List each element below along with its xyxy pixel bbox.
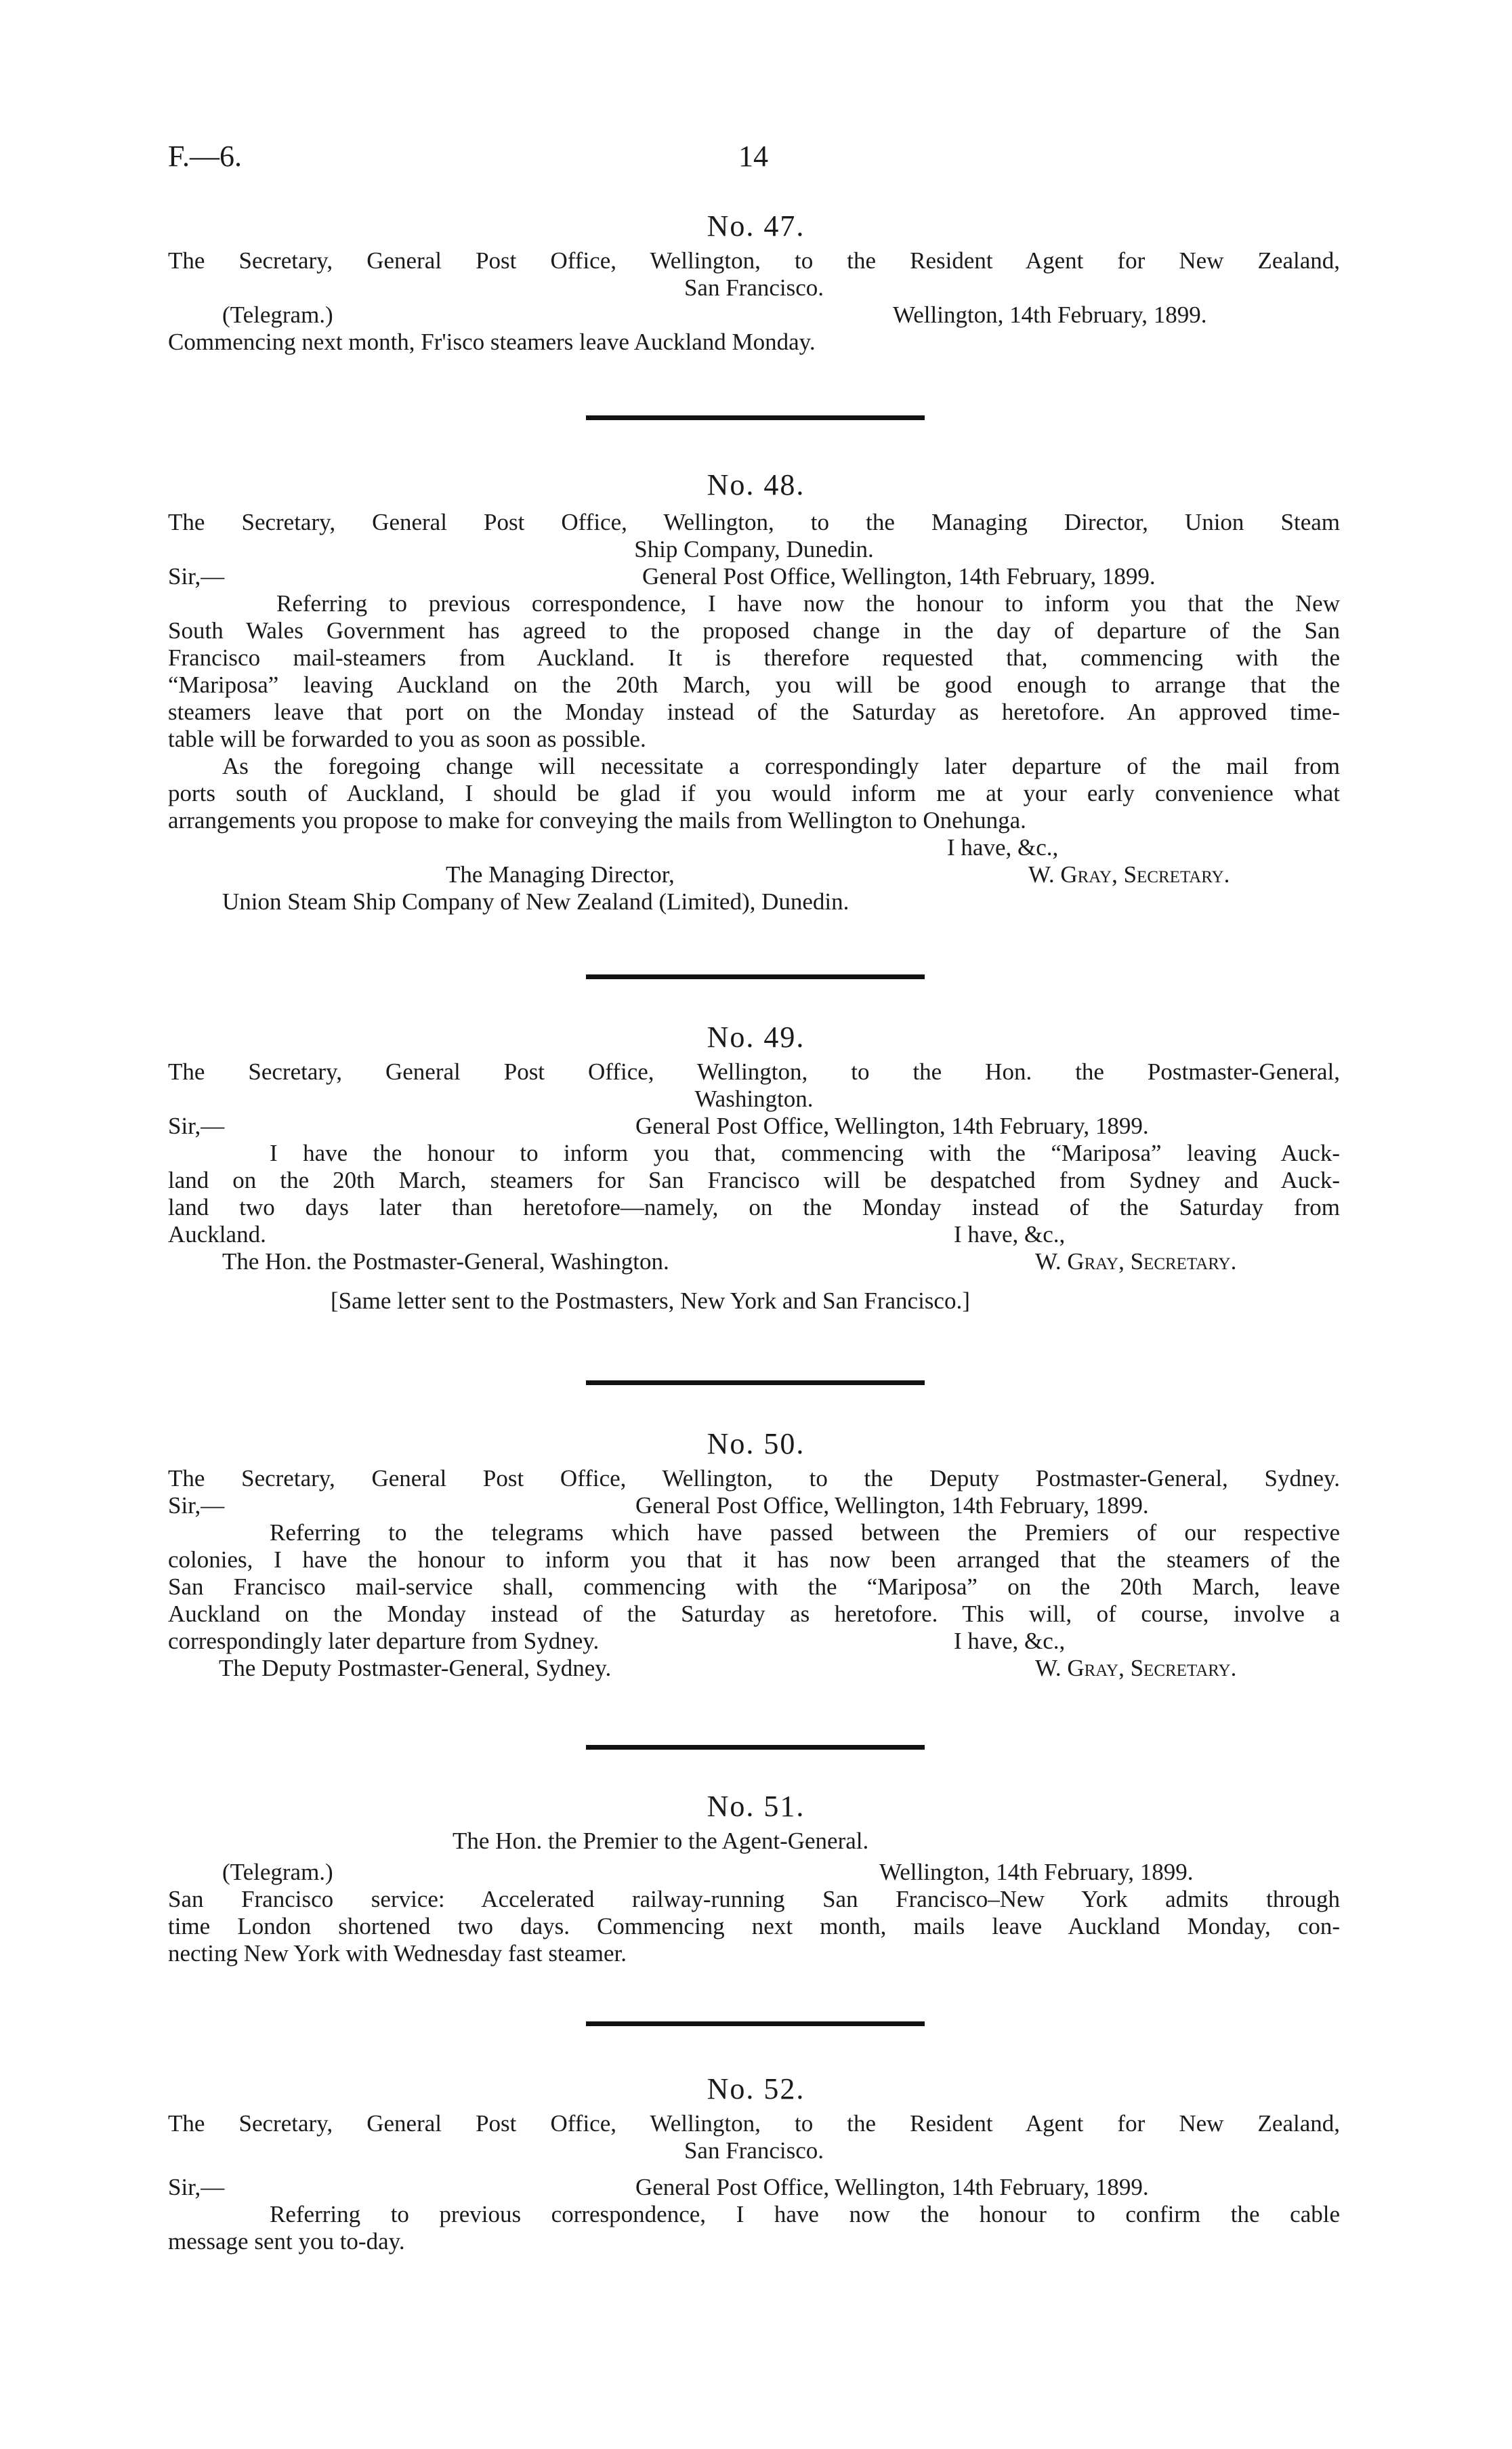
letter-heading: The Secretary, General Post Office, Wellington, to the Resident Agent for New Zealand, bbox=[168, 2110, 1340, 2137]
section-divider bbox=[586, 1380, 925, 1385]
letter-body: “Mariposa” leaving Auckland on the 20th March, you will be good enough to arrange that the bbox=[168, 672, 1340, 698]
letter-body: correspondingly later departure from Sydney. bbox=[168, 1628, 600, 1654]
letter-meta-right: General Post Office, Wellington, 14th February, 1899. bbox=[635, 1113, 1149, 1139]
letter-signature: W. Gray, Secretary. bbox=[1035, 1248, 1237, 1275]
letter-body: table will be forwarded to you as soon as possible. bbox=[168, 726, 646, 752]
letter-addressee: The Deputy Postmaster-General, Sydney. bbox=[219, 1655, 612, 1681]
letter-meta-right: Wellington, 14th February, 1899. bbox=[893, 302, 1207, 328]
letter-meta-left: (Telegram.) bbox=[222, 302, 333, 328]
letter-number: No. 48. bbox=[707, 468, 805, 501]
letter-51 bbox=[0, 1789, 1512, 1967]
letter-heading: The Secretary, General Post Office, Wellington, to the Managing Director, Union Steam bbox=[168, 509, 1340, 535]
letter-meta-right: General Post Office, Wellington, 14th February, 1899. bbox=[635, 2174, 1149, 2200]
section-divider bbox=[586, 974, 925, 979]
letter-closing: I have, &c., bbox=[954, 1221, 1066, 1248]
letter-meta-right: General Post Office, Wellington, 14th February, 1899. bbox=[642, 563, 1156, 590]
letter-heading: Ship Company, Dunedin. bbox=[634, 536, 874, 562]
letter-body: steamers leave that port on the Monday instead of the Saturday as heretofore. An approved time- bbox=[168, 699, 1340, 725]
section-divider bbox=[586, 2021, 925, 2026]
letter-number: No. 51. bbox=[707, 1790, 805, 1823]
letter-body: Referring to the telegrams which have passed between the Premiers of our respective bbox=[270, 1519, 1340, 1546]
letter-47 bbox=[0, 209, 1512, 356]
letter-body: land two days later than heretofore—namely, on the Monday instead of the Saturday from bbox=[168, 1194, 1340, 1220]
letter-meta-right: Wellington, 14th February, 1899. bbox=[879, 1859, 1194, 1885]
letter-salutation: Sir,— bbox=[168, 1492, 225, 1519]
letter-body: Auckland on the Monday instead of the Saturday as heretofore. This will, of course, involve a bbox=[168, 1601, 1340, 1627]
letter-52 bbox=[0, 2072, 1512, 2255]
letter-48 bbox=[0, 468, 1512, 915]
letter-salutation: Sir,— bbox=[168, 563, 225, 590]
letter-meta-left: (Telegram.) bbox=[222, 1859, 333, 1885]
letter-body: arrangements you propose to make for conveying the mails from Wellington to Onehunga. bbox=[168, 807, 1026, 834]
letter-body: colonies, I have the honour to inform you that it has now been arranged that the steamers of the bbox=[168, 1546, 1340, 1573]
letter-heading: The Hon. the Premier to the Agent-General. bbox=[453, 1828, 869, 1854]
letter-addressee: Union Steam Ship Company of New Zealand (Limited), Dunedin. bbox=[222, 888, 849, 915]
letter-body: necting New York with Wednesday fast steamer. bbox=[168, 1940, 627, 1967]
page-reference: F.—6. bbox=[168, 140, 242, 173]
letter-salutation: Sir,— bbox=[168, 1113, 225, 1139]
section-divider bbox=[586, 1745, 925, 1750]
letter-addressee: The Hon. the Postmaster-General, Washington. bbox=[222, 1248, 669, 1275]
letter-body: Referring to previous correspondence, I have now the honour to confirm the cable bbox=[270, 2201, 1340, 2227]
letter-body: time London shortened two days. Commencing next month, mails leave Auckland Monday, con- bbox=[168, 1913, 1340, 1939]
letter-body: I have the honour to inform you that, commencing with the “Mariposa” leaving Auck- bbox=[270, 1140, 1340, 1166]
letter-signature: W. Gray, Secretary. bbox=[1035, 1655, 1237, 1681]
letter-heading: San Francisco. bbox=[684, 274, 824, 301]
letter-body: South Wales Government has agreed to the proposed change in the day of departure of the San bbox=[168, 617, 1340, 644]
section-divider bbox=[586, 415, 925, 420]
letter-body: message sent you to-day. bbox=[168, 2228, 405, 2255]
letter-body: Francisco mail-steamers from Auckland. It is therefore requested that, commencing with the bbox=[168, 644, 1340, 671]
letter-closing: I have, &c., bbox=[954, 1628, 1066, 1654]
letter-body: land on the 20th March, steamers for San Francisco will be despatched from Sydney and Auck- bbox=[168, 1167, 1340, 1193]
letter-number: No. 47. bbox=[707, 209, 805, 243]
letter-body: ports south of Auckland, I should be glad if you would inform me at your early convenience what bbox=[168, 780, 1340, 806]
letter-body: Auckland. bbox=[168, 1221, 266, 1248]
letter-heading: San Francisco. bbox=[684, 2137, 824, 2164]
letter-50 bbox=[0, 1426, 1512, 1682]
letter-heading: The Secretary, General Post Office, Wellington, to the Resident Agent for New Zealand, bbox=[168, 247, 1340, 274]
letter-body: Commencing next month, Fr'isco steamers leave Auckland Monday. bbox=[168, 329, 816, 355]
letter-body: San Francisco mail-service shall, commencing with the “Mariposa” on the 20th March, leave bbox=[168, 1573, 1340, 1600]
letter-note: [Same letter sent to the Postmasters, New York and San Francisco.] bbox=[331, 1288, 970, 1314]
letter-body: San Francisco service: Accelerated railway-running San Francisco–New York admits through bbox=[168, 1886, 1340, 1912]
letter-heading: The Secretary, General Post Office, Wellington, to the Deputy Postmaster-General, Sydney. bbox=[168, 1465, 1340, 1491]
letter-salutation: Sir,— bbox=[168, 2174, 225, 2200]
letter-heading: Washington. bbox=[694, 1086, 814, 1112]
letter-meta-right: General Post Office, Wellington, 14th February, 1899. bbox=[635, 1492, 1149, 1519]
letter-number: No. 50. bbox=[707, 1427, 805, 1460]
letter-body: Referring to previous correspondence, I have now the honour to inform you that the New bbox=[276, 590, 1340, 617]
letter-body: As the foregoing change will necessitate a correspondingly later departure of the mail from bbox=[222, 753, 1340, 779]
letter-heading: The Secretary, General Post Office, Wellington, to the Hon. the Postmaster-General, bbox=[168, 1058, 1340, 1085]
letter-signature: W. Gray, Secretary. bbox=[1028, 861, 1230, 888]
page-number: 14 bbox=[738, 140, 768, 173]
letter-addressee: The Managing Director, bbox=[446, 861, 675, 888]
letter-closing: I have, &c., bbox=[947, 834, 1059, 861]
letter-number: No. 52. bbox=[707, 2072, 805, 2105]
letter-number: No. 49. bbox=[707, 1021, 805, 1054]
letter-49 bbox=[0, 1020, 1512, 1315]
